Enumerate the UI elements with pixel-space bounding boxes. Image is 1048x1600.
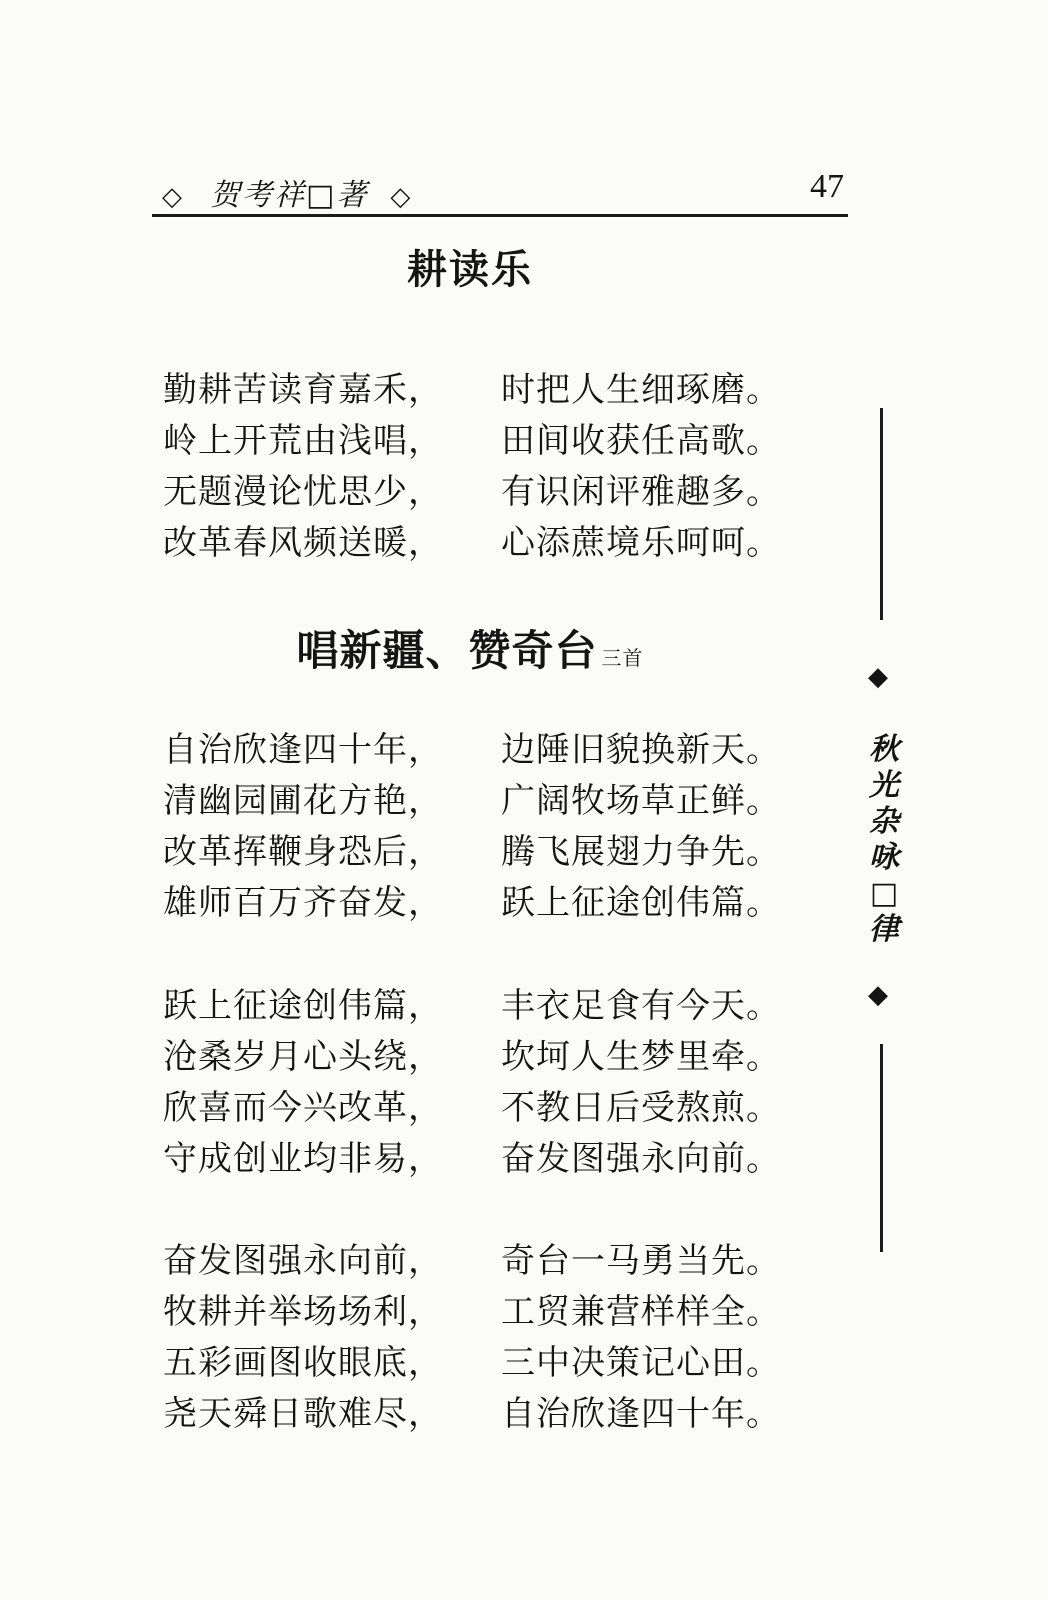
header-author: 贺考祥□著 bbox=[210, 178, 369, 213]
poem-subtitle: 三首 bbox=[601, 646, 644, 670]
side-rule-top bbox=[880, 408, 883, 620]
side-title-char: 光 bbox=[869, 768, 899, 803]
line-second-half: 有识闲评雅趣多。 bbox=[501, 472, 781, 512]
side-section-title bbox=[864, 732, 904, 948]
line-second-half: 坎坷人生梦里牵。 bbox=[501, 1037, 781, 1077]
line-first-half: 沧桑岁月心头绕， bbox=[163, 1037, 443, 1077]
side-title-char: 咏 bbox=[869, 840, 899, 875]
line-second-half: 丰衣足食有今天。 bbox=[501, 986, 781, 1026]
line-second-half: 时把人生细琢磨。 bbox=[501, 370, 781, 410]
poem-title bbox=[0, 618, 940, 678]
line-first-half: 欣喜而今兴改革， bbox=[163, 1088, 443, 1128]
line-first-half: 无题漫论忧思少， bbox=[163, 472, 443, 512]
side-title-char: □ bbox=[869, 876, 899, 911]
line-second-half: 田间收获任高歌。 bbox=[501, 421, 781, 461]
line-second-half: 腾飞展翅力争先。 bbox=[501, 832, 781, 872]
line-first-half: 五彩画图收眼底， bbox=[163, 1343, 443, 1383]
line-second-half: 广阔牧场草正鲜。 bbox=[501, 781, 781, 821]
line-second-half: 三中决策记心田。 bbox=[501, 1343, 781, 1383]
line-first-half: 勤耕苦读育嘉禾， bbox=[163, 370, 443, 410]
line-first-half: 改革春风频送暖， bbox=[163, 523, 443, 563]
line-second-half: 不教日后受熬煎。 bbox=[501, 1088, 781, 1128]
line-first-half: 牧耕并举场场利， bbox=[163, 1292, 443, 1332]
page-number: 47 bbox=[810, 168, 844, 205]
line-second-half: 奇台一马勇当先。 bbox=[501, 1241, 781, 1281]
poem-title: 耕读乐 bbox=[407, 247, 533, 293]
running-header bbox=[152, 168, 848, 217]
line-second-half: 心添蔗境乐呵呵。 bbox=[501, 523, 781, 563]
side-diamond-bottom: ◆ bbox=[868, 980, 888, 1010]
side-title-char: 秋 bbox=[869, 732, 899, 767]
poem-title-text: 唱新疆、赞奇台 bbox=[296, 626, 598, 675]
line-first-half: 改革挥鞭身恐后， bbox=[163, 832, 443, 872]
header-right-diamond: ◇ bbox=[390, 182, 413, 212]
line-first-half: 跃上征途创伟篇， bbox=[163, 986, 443, 1026]
line-second-half: 工贸兼营样样全。 bbox=[501, 1292, 781, 1332]
side-title-char: 律 bbox=[869, 912, 899, 947]
header-left-diamond: ◇ bbox=[162, 182, 184, 212]
side-title-char: 杂 bbox=[869, 804, 899, 839]
line-first-half: 清幽园圃花方艳， bbox=[163, 781, 443, 821]
line-first-half: 守成创业均非易， bbox=[163, 1139, 443, 1179]
line-second-half: 边陲旧貌换新天。 bbox=[501, 730, 781, 770]
side-diamond-top: ◆ bbox=[868, 662, 888, 692]
line-second-half: 自治欣逢四十年。 bbox=[501, 1394, 781, 1434]
line-first-half: 雄师百万齐奋发， bbox=[163, 883, 443, 923]
line-first-half: 自治欣逢四十年， bbox=[163, 730, 443, 770]
line-first-half: 尧天舜日歌难尽， bbox=[163, 1394, 443, 1434]
line-second-half: 跃上征途创伟篇。 bbox=[501, 883, 781, 923]
side-rule-bottom bbox=[880, 1044, 883, 1252]
line-first-half: 奋发图强永向前， bbox=[163, 1241, 443, 1281]
header-author-block bbox=[162, 170, 412, 214]
line-first-half: 岭上开荒由浅唱， bbox=[163, 421, 443, 461]
line-second-half: 奋发图强永向前。 bbox=[501, 1139, 781, 1179]
